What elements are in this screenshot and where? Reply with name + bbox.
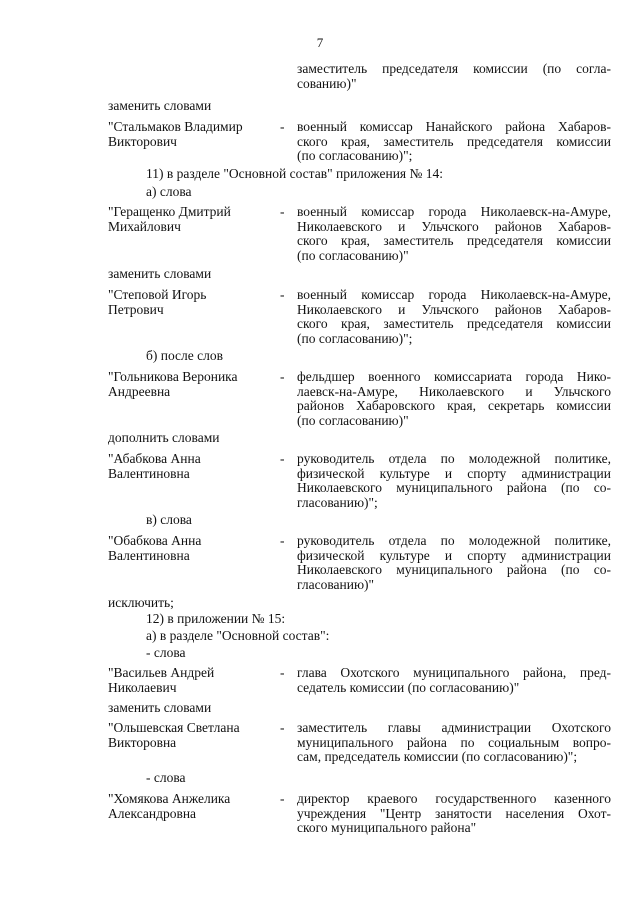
name-line: "Ольшевская Светлана xyxy=(108,720,240,735)
name-line: Викторовна xyxy=(108,734,177,750)
instruction-replace-2: заменить словами xyxy=(108,266,212,281)
text-line: глава Охотского муниципального района, пред- xyxy=(297,665,611,680)
dash: - xyxy=(280,720,285,735)
text-line: военный комиссар города Николаевск-на-Амуре, xyxy=(297,287,611,302)
text-line: директор краевого государственного казенного xyxy=(297,791,611,806)
text-line: Николаевского и Ульчского районов Хабаров- xyxy=(297,301,611,317)
top-continuation xyxy=(297,62,611,91)
text-line: Николаевского и Ульчского районов Хабаров- xyxy=(297,218,611,234)
text-line: заместитель главы администрации Охотского xyxy=(297,720,611,735)
text-line: Николаевского муниципального района (по со- xyxy=(297,562,611,577)
text-line: сованию)" xyxy=(297,75,357,91)
dash: - xyxy=(280,665,285,680)
name-line: Андреевна xyxy=(108,383,171,399)
name-line: Александровна xyxy=(108,805,197,821)
name-line: Михайлович xyxy=(108,218,181,234)
instruction-replace-1: заменить словами xyxy=(108,98,212,113)
name-line: Валентиновна xyxy=(108,547,190,563)
name-line: "Васильев Андрей xyxy=(108,665,215,680)
item-11-a: а) слова xyxy=(146,184,192,199)
name-line: "Гольникова Вероника xyxy=(108,369,238,384)
text-line: ского края, заместитель председателя комиссии xyxy=(297,233,611,248)
item-11: 11) в разделе "Основной состав" приложения № 14: xyxy=(146,166,444,181)
name-line: "Обабкова Анна xyxy=(108,533,202,548)
instruction-words-1: - слова xyxy=(146,645,186,660)
name-line: "Абабкова Анна xyxy=(108,451,201,466)
dash: - xyxy=(280,119,285,134)
text-line: заместитель председателя комиссии (по согла- xyxy=(297,61,611,76)
name-line: Николаевич xyxy=(108,679,177,695)
instruction-replace-3: заменить словами xyxy=(108,700,212,715)
name-line: "Хомякова Анжелика xyxy=(108,791,231,806)
text-line: военный комиссар Нанайского района Хабаров- xyxy=(297,119,611,134)
text-line: гласованию)"; xyxy=(297,494,378,510)
member-desc-gerashchenko xyxy=(297,205,611,263)
name-line: Валентиновна xyxy=(108,465,190,481)
text-line: сам, председатель комиссии (по согласованию)"; xyxy=(297,749,578,764)
member-desc-vasilyev xyxy=(297,666,611,695)
member-name-ababkova xyxy=(108,452,278,481)
name-line: Викторович xyxy=(108,133,177,149)
item-12-a: а) в разделе "Основной состав": xyxy=(146,628,330,643)
member-name-obabkova xyxy=(108,534,278,563)
member-desc-stepovoy xyxy=(297,288,611,346)
member-name-stepovoy xyxy=(108,288,278,317)
member-desc-stalmakov xyxy=(297,120,611,164)
text-line: (по согласованию)"; xyxy=(297,330,413,346)
dash: - xyxy=(280,287,285,302)
text-line: (по согласованию)" xyxy=(297,247,409,263)
member-name-olshevskaya xyxy=(108,721,278,750)
member-desc-obabkova xyxy=(297,534,611,592)
text-line: руководитель отдела по молодежной политике, xyxy=(297,533,611,548)
member-name-golnikova xyxy=(108,370,278,399)
text-line: ского края, заместитель председателя комиссии xyxy=(297,316,611,331)
text-line: фельдшер военного комиссариата города Нико- xyxy=(297,369,611,384)
member-name-stalmakov xyxy=(108,120,278,149)
dash: - xyxy=(280,369,285,384)
text-line: (по согласованию)"; xyxy=(297,148,413,163)
text-line: физической культуре и спорту администрации xyxy=(297,547,611,563)
member-desc-ababkova xyxy=(297,452,611,510)
name-line: Петрович xyxy=(108,301,164,317)
text-line: Николаевского муниципального района (по со- xyxy=(297,480,611,495)
dash: - xyxy=(280,204,285,219)
member-name-gerashchenko xyxy=(108,205,278,234)
text-line: (по согласованию)" xyxy=(297,412,409,428)
dash: - xyxy=(280,451,285,466)
dash: - xyxy=(280,533,285,548)
text-line: лаевск-на-Амуре, Николаевского и Ульчского xyxy=(297,383,611,399)
member-name-khomyakova xyxy=(108,792,278,821)
member-desc-golnikova xyxy=(297,370,611,428)
text-line: руководитель отдела по молодежной политике, xyxy=(297,451,611,466)
member-desc-olshevskaya xyxy=(297,721,611,765)
dash: - xyxy=(280,791,285,806)
item-11-b: б) после слов xyxy=(146,348,223,363)
item-12: 12) в приложении № 15: xyxy=(146,611,286,626)
text-line: военный комиссар города Николаевск-на-Амуре, xyxy=(297,204,611,219)
name-line: "Геращенко Дмитрий xyxy=(108,204,231,219)
text-line: ского муниципального района" xyxy=(297,820,477,835)
item-11-v: в) слова xyxy=(146,512,192,527)
name-line: "Степовой Игорь xyxy=(108,287,207,302)
text-line: седатель комиссии (по согласованию)" xyxy=(297,679,520,695)
page-number: 7 xyxy=(316,35,324,50)
instruction-add: дополнить словами xyxy=(108,430,220,445)
instruction-words-2: - слова xyxy=(146,770,186,785)
member-desc-khomyakova xyxy=(297,792,611,836)
text-line: учреждения "Центр занятости населения Охот- xyxy=(297,805,611,821)
text-line: муниципального района по социальным вопро- xyxy=(297,734,611,750)
instruction-exclude: исключить; xyxy=(108,595,174,610)
name-line: "Стальмаков Владимир xyxy=(108,119,243,134)
text-line: районов Хабаровского края, секретарь комиссии xyxy=(297,398,611,413)
text-line: ского края, заместитель председателя комиссии xyxy=(297,133,611,149)
text-line: физической культуре и спорту администрации xyxy=(297,465,611,481)
member-name-vasilyev xyxy=(108,666,278,695)
text-line: гласованию)" xyxy=(297,576,375,592)
